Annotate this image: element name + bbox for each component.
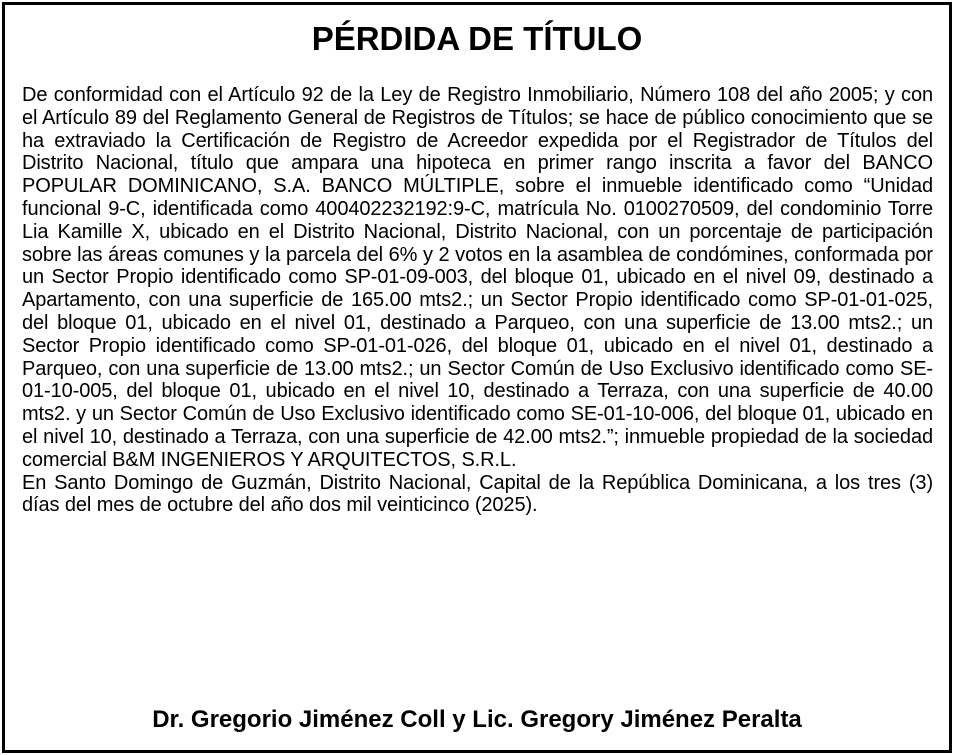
legal-notice [2,2,952,753]
notice-title: PÉRDIDA DE TÍTULO [311,20,643,57]
notice-signature: Dr. Gregorio Jiménez Coll y Lic. Gregory Jiménez Peralta [152,706,802,733]
notice-paragraph-date: En Santo Domingo de Guzmán, Distrito Nacional, Capital de la República Dominicana, a los tres (3) días del mes de octubre del año dos mil veinticinco (2025). [22,471,933,517]
notice-paragraph-main: De conformidad con el Artículo 92 de la Ley de Registro Inmobiliario, Número 108 del año 2005; y con el Artículo 89 del Reglamento General de Registros de Títulos; se hace de público conocimiento que se ha extraviado la Certificación de Registro de Acreedor expedida por el Registrador de Títulos del Distrito Nacional, título que ampara una hipoteca en primer rango inscrita a favor del BANCO POPULAR DOMINICANO, S.A. BANCO MÚLTIPLE, sobre el inmueble identificado como “Unidad funcional 9-C, identificada como 400402232192:9-C, matrícula No. 0100270509, del condominio Torre Lia Kamille X, ubicado en el Distrito Nacional, Distrito Nacional, con un porcentaje de participación sobre las áreas comunes y la parcela del 6% y 2 votos en la asamblea de condómines, conformada por un Sector Propio identificado como SP-01-09-003, del bloque 01, ubicado en el nivel 09, destinado a Apartamento, con una superficie de 165.00 mts2.; un Sector Propio identificado como SP-01-01-025, del bloque 01, ubicado en el nivel 01, destinado a Parqueo, con una superficie de 13.00 mts2.; un Sector Propio identificado como SP-01-01-026, del bloque 01, ubicado en el nivel 01, destinado a Parqueo, con una superficie de 13.00 mts2.; un Sector Común de Uso Exclusivo identificado como SE-01-10-005, del bloque 01, ubicado en el nivel 10, destinado a Terraza, con una superficie de 40.00 mts2. y un Sector Común de Uso Exclusivo identificado como SE-01-10-006, del bloque 01, ubicado en el nivel 10, destinado a Terraza, con una superficie de 42.00 mts2.”; inmueble propiedad de la sociedad comercial B&M INGENIEROS Y ARQUITECTOS, S.R.L. [22,84,933,471]
notice-body [22,84,933,517]
